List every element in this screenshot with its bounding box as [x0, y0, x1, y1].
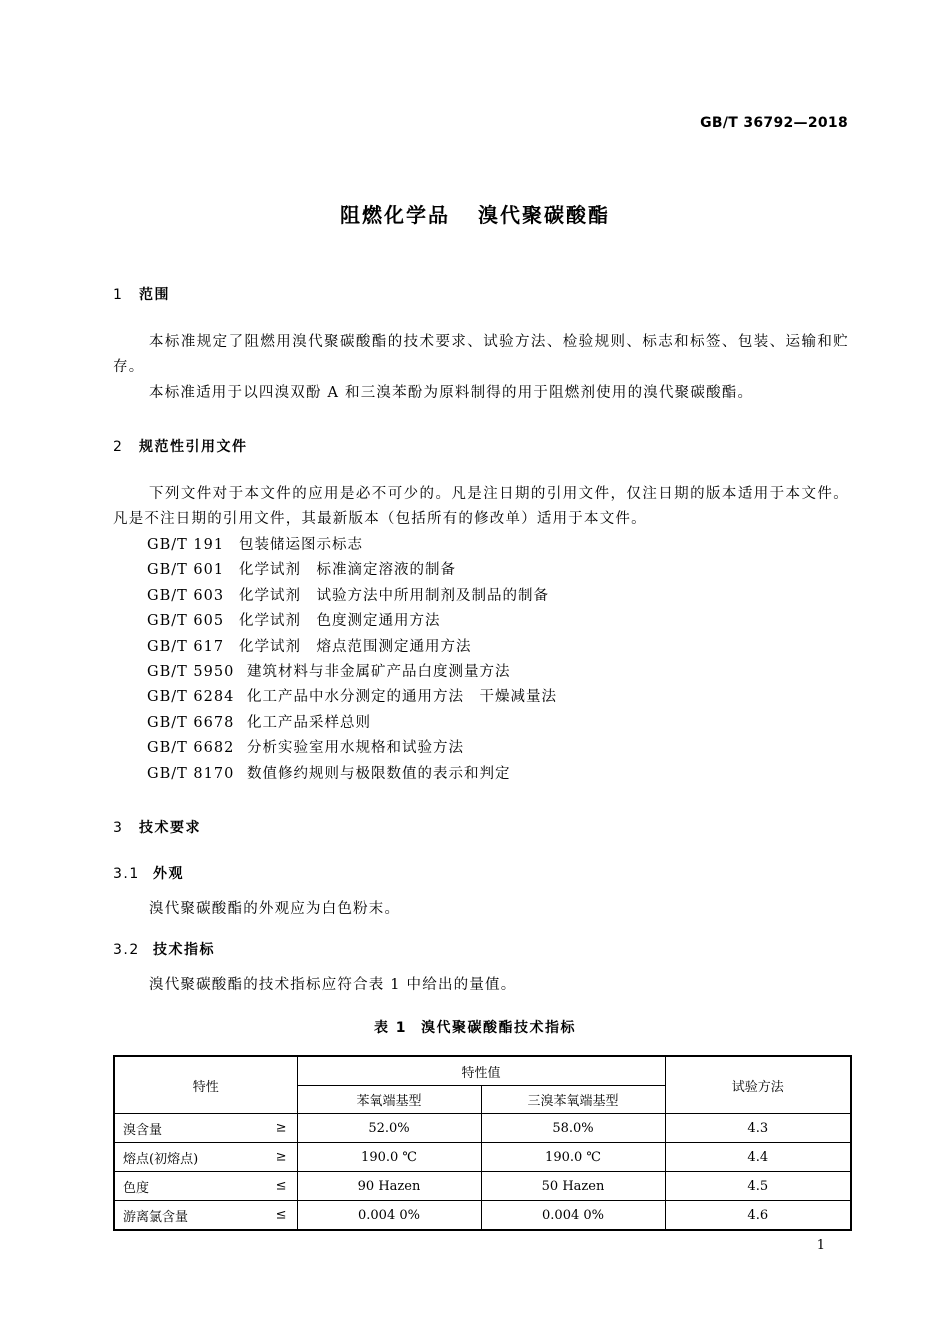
subsection-3-2-para: 溴代聚碳酸酯的技术指标应符合表 1 中给出的量值。 [149, 977, 517, 993]
reference-item [147, 558, 557, 583]
value-cell-b: 0.004 0% [481, 1201, 665, 1231]
reference-item [147, 736, 557, 761]
section-2-para: 下列文件对于本文件的应用是必不可少的。凡是注日期的引用文件，仅注日期的版本适用于本文件。凡是不注日期的引用文件，其最新版本（包括所有的修改单）适用于本文件。 [113, 486, 849, 527]
value-cell-b: 50 Hazen [481, 1172, 665, 1201]
property-cell [114, 1172, 297, 1201]
table-row [114, 1114, 851, 1143]
value-cell-b: 58.0% [481, 1114, 665, 1143]
subsection-3-1-heading [113, 863, 184, 883]
header-property: 特性 [114, 1056, 297, 1114]
value-cell-b: 190.0 ℃ [481, 1143, 665, 1172]
reference-code: GB/T 5950 [147, 663, 235, 680]
header-method: 试验方法 [665, 1056, 851, 1114]
method-cell: 4.4 [665, 1143, 851, 1172]
section-title: 范围 [139, 287, 170, 303]
reference-item [147, 609, 557, 634]
normative-references-list [147, 533, 557, 787]
section-1-para-1: 本标准规定了阻燃用溴代聚碳酸酯的技术要求、试验方法、检验规则、标志和标签、包装、运输和贮存。 [113, 334, 849, 375]
header-col-b: 三溴苯氧端基型 [481, 1086, 665, 1114]
property-cell [114, 1143, 297, 1172]
reference-title: 数值修约规则与极限数值的表示和判定 [247, 765, 511, 782]
table-title-text: 溴代聚碳酸酯技术指标 [421, 1020, 577, 1036]
reference-item [147, 584, 557, 609]
page-number: 1 [816, 1238, 825, 1253]
reference-item [147, 711, 557, 736]
section-2-heading [113, 436, 248, 456]
section-title: 技术要求 [139, 820, 201, 836]
section-number: 3 [113, 820, 124, 836]
reference-title: 分析实验室用水规格和试验方法 [247, 740, 464, 757]
standard-code: GB/T 36792—2018 [700, 115, 848, 131]
section-number: 2 [113, 439, 124, 455]
subsection-number: 3.2 [113, 942, 140, 958]
table-row [114, 1143, 851, 1172]
limit-symbol: ≥ [275, 1149, 287, 1165]
reference-title: 化学试剂 标准滴定溶液的制备 [239, 562, 456, 579]
reference-code: GB/T 603 [147, 587, 225, 604]
reference-item [147, 533, 557, 558]
reference-title: 化学试剂 试验方法中所用制剂及制品的制备 [239, 587, 549, 604]
header-col-a: 苯氧端基型 [297, 1086, 481, 1114]
section-3-heading [113, 817, 201, 837]
document-title [0, 199, 950, 228]
reference-code: GB/T 6682 [147, 740, 235, 757]
property-name: 色度 [123, 1180, 150, 1196]
title-part-1: 阻燃化学品 [340, 203, 450, 227]
subsection-3-1-para: 溴代聚碳酸酯的外观应为白色粉末。 [149, 901, 401, 917]
reference-title: 建筑材料与非金属矿产品白度测量方法 [247, 663, 511, 680]
reference-title: 包装储运图示标志 [239, 537, 363, 553]
reference-title: 化工产品采样总则 [247, 714, 371, 731]
limit-symbol: ≤ [275, 1207, 287, 1223]
reference-item [147, 660, 557, 685]
section-number: 1 [113, 287, 124, 303]
reference-code: GB/T 617 [147, 638, 225, 655]
header-value-group: 特性值 [297, 1056, 665, 1086]
reference-title: 化工产品中水分测定的通用方法 干燥减量法 [247, 689, 557, 706]
limit-symbol: ≥ [275, 1120, 287, 1136]
subsection-3-2-heading [113, 939, 215, 959]
value-cell-a: 52.0% [297, 1114, 481, 1143]
table-row [114, 1172, 851, 1201]
method-cell: 4.6 [665, 1201, 851, 1231]
subsection-title: 外观 [153, 866, 184, 882]
property-cell [114, 1201, 297, 1231]
section-title: 规范性引用文件 [139, 439, 248, 455]
subsection-title: 技术指标 [153, 942, 215, 958]
reference-code: GB/T 605 [147, 613, 225, 630]
section-1-heading [113, 284, 170, 304]
title-part-2: 溴代聚碳酸酯 [478, 203, 610, 227]
property-cell [114, 1114, 297, 1143]
reference-code: GB/T 601 [147, 562, 225, 579]
reference-code: GB/T 8170 [147, 765, 235, 782]
property-name: 溴含量 [123, 1122, 163, 1138]
spec-table [113, 1055, 852, 1231]
reference-title: 化学试剂 熔点范围测定通用方法 [239, 638, 472, 655]
reference-code: GB/T 191 [147, 537, 225, 553]
table-caption [0, 1017, 950, 1037]
reference-code: GB/T 6284 [147, 689, 235, 706]
table-label: 表 1 [373, 1020, 408, 1036]
reference-code: GB/T 6678 [147, 714, 235, 731]
reference-title: 化学试剂 色度测定通用方法 [239, 613, 441, 630]
section-1-para-2: 本标准适用于以四溴双酚 A 和三溴苯酚为原料制得的用于阻燃剂使用的溴代聚碳酸酯。 [149, 385, 754, 401]
reference-item [147, 762, 557, 787]
limit-symbol: ≤ [275, 1178, 287, 1194]
reference-item [147, 635, 557, 660]
value-cell-a: 0.004 0% [297, 1201, 481, 1231]
method-cell: 4.5 [665, 1172, 851, 1201]
method-cell: 4.3 [665, 1114, 851, 1143]
table-row [114, 1201, 851, 1231]
value-cell-a: 90 Hazen [297, 1172, 481, 1201]
subsection-number: 3.1 [113, 866, 140, 882]
reference-item [147, 685, 557, 710]
value-cell-a: 190.0 ℃ [297, 1143, 481, 1172]
property-name: 熔点(初熔点) [123, 1151, 199, 1167]
property-name: 游离氯含量 [123, 1209, 189, 1225]
